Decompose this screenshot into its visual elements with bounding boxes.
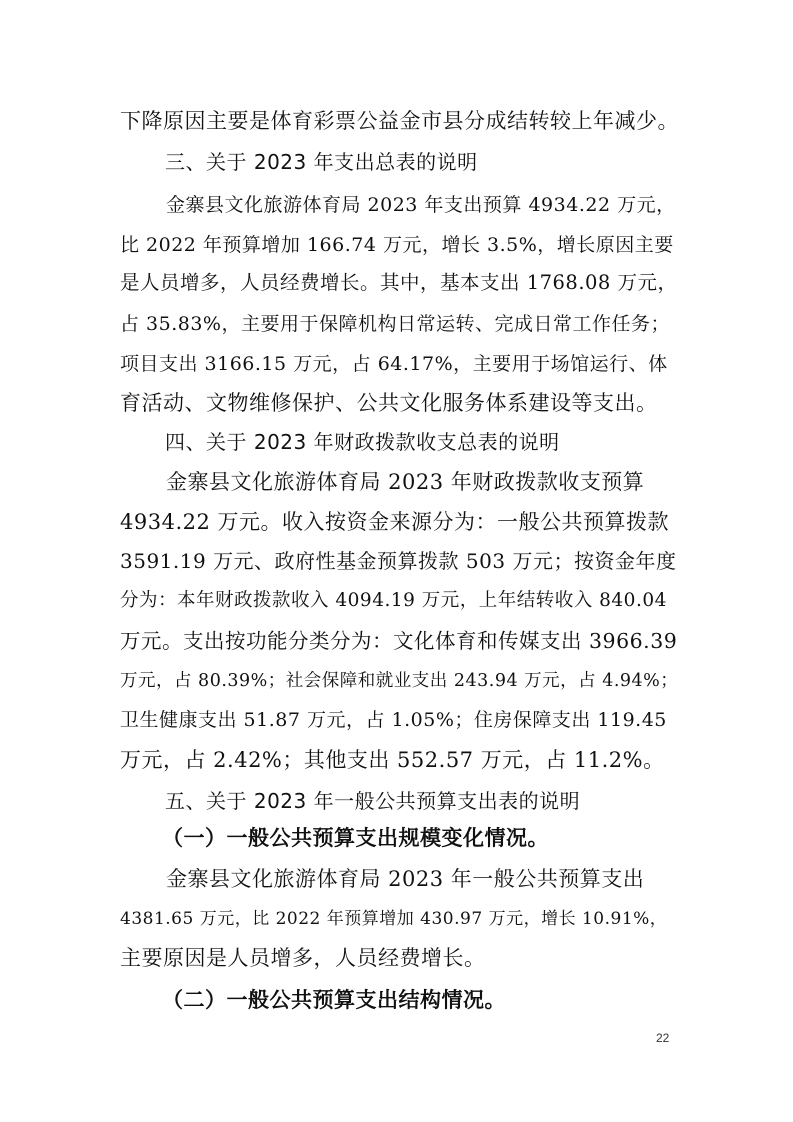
subsection-heading: （二）一般公共预算支出结构情况。	[162, 987, 506, 1012]
body-text-line: 金寨县文化旅游体育局 2023 年支出预算 4934.22 万元，	[166, 194, 676, 216]
section-heading: 五、关于 2023 年一般公共预算支出表的说明	[165, 789, 581, 813]
page-number: 22	[656, 1031, 670, 1045]
subsection-heading: （一）一般公共预算支出规模变化情况。	[162, 825, 549, 850]
body-text-line: 3591.19 万元、政府性基金预算拨款 503 万元；按资金年度	[120, 549, 677, 573]
body-text-line: 4934.22 万元。收入按资金来源分为：一般公共预算拨款	[120, 510, 670, 534]
body-text-line: 金寨县文化旅游体育局 2023 年一般公共预算支出	[166, 867, 645, 891]
body-text-line: 是人员增多，人员经费增长。其中，基本支出 1768.08 万元，	[120, 271, 678, 294]
section-heading: 四、关于 2023 年财政拨款收支总表的说明	[165, 430, 560, 454]
body-text-line: 万元，占 80.39%；社会保障和就业支出 243.94 万元，占 4.94%；	[120, 671, 679, 691]
body-text-line: 比 2022 年预算增加 166.74 万元，增长 3.5%，增长原因主要	[120, 234, 674, 256]
body-text-line: 育活动、文物维修保护、公共文化服务体系建设等支出。	[120, 391, 658, 415]
body-text-line: 主要原因是人员增多，人员经费增长。	[120, 946, 486, 970]
body-text-line: 占 35.83%，主要用于保障机构日常运转、完成日常工作任务；	[120, 313, 670, 335]
body-text-line: 下降原因主要是体育彩票公益金市县分成结转较上年减少。	[120, 109, 679, 133]
body-text-line: 万元。支出按功能分类分为：文化体育和传媒支出 3966.39	[120, 629, 678, 653]
body-text-line: 金寨县文化旅游体育局 2023 年财政拨款收支预算	[166, 470, 645, 494]
body-text-line: 分为：本年财政拨款收入 4094.19 万元，上年结转收入 840.04	[120, 590, 667, 611]
body-text-line: 卫生健康支出 51.87 万元，占 1.05%；住房保障支出 119.45	[120, 709, 667, 731]
section-heading: 三、关于 2023 年支出总表的说明	[165, 150, 478, 174]
body-text-line: 万元，占 2.42%；其他支出 552.57 万元，占 11.2%。	[120, 748, 665, 772]
body-text-line: 4381.65 万元，比 2022 年预算增加 430.97 万元，增长 10.91%，	[120, 909, 668, 929]
body-text-line: 项目支出 3166.15 万元，占 64.17%，主要用于场馆运行、体	[120, 353, 668, 375]
